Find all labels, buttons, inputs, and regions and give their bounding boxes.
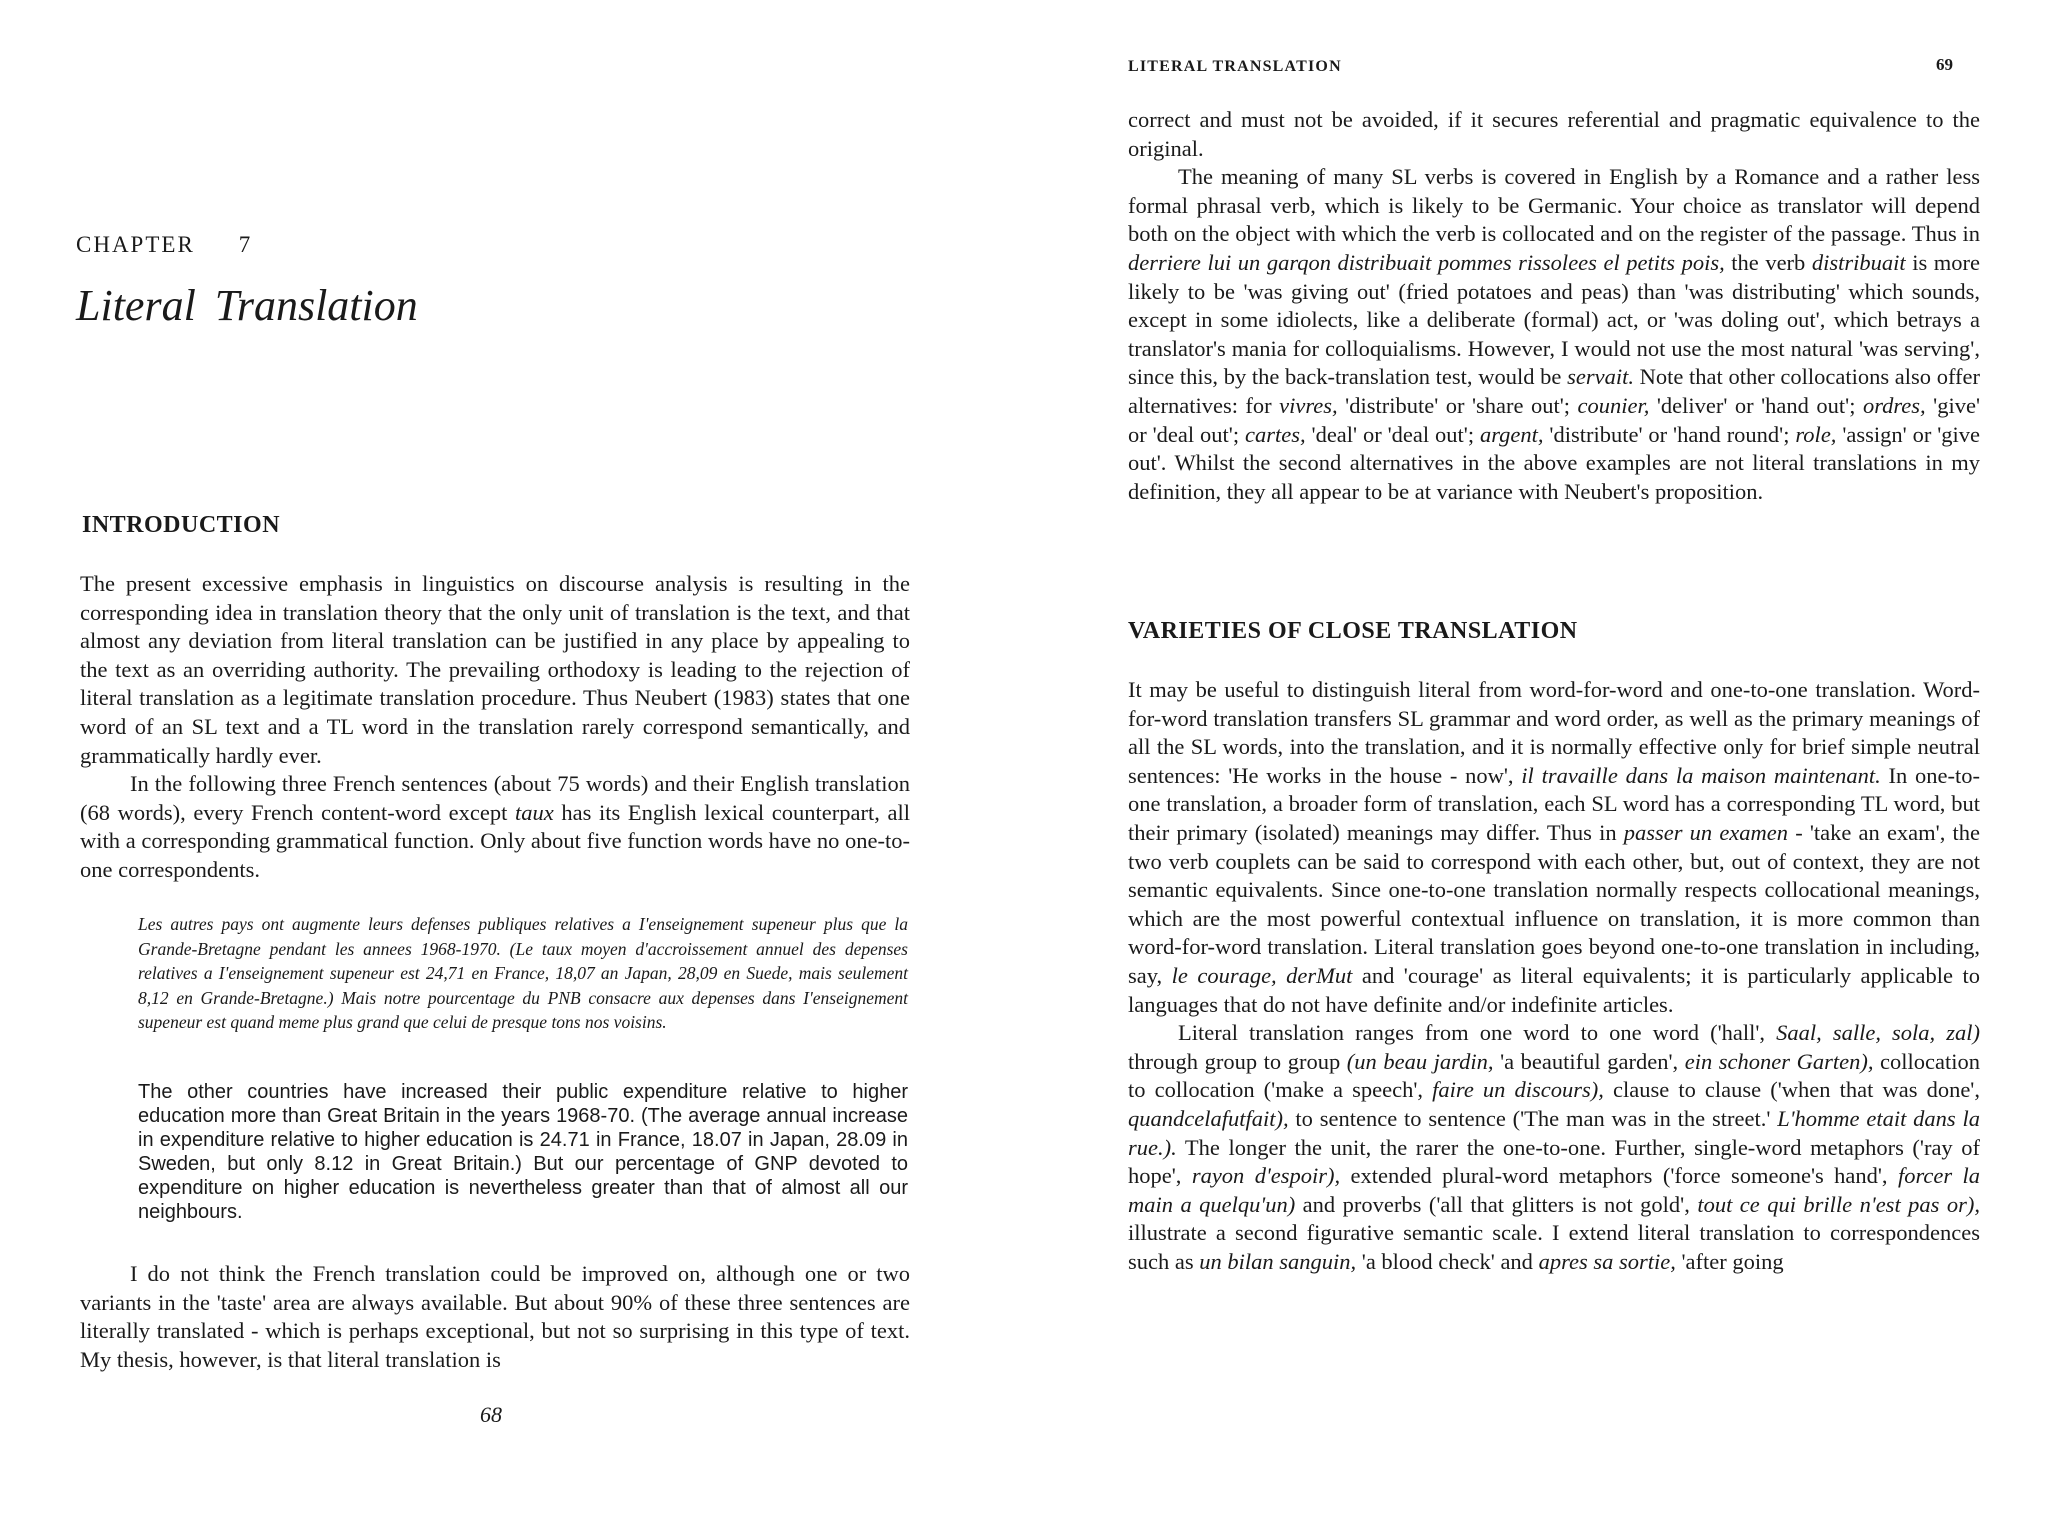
text-run: Note that other collocations also offer alternatives: for (1128, 364, 1980, 418)
text-run: 'assign' or 'give out'. Whilst the second alternatives in the above examples are not literal translations in my definition, they all appear to be at variance with Neubert's proposition. (1128, 421, 1980, 504)
paragraph-text: I do not think the French translation could be improved on, although one or two variants in the 'taste' area are always available. But about 90% of these three sentences are literally translated - which is perhaps exceptional, but not so surprising in this type of text. My thesis, however, is that literal translation is (80, 1261, 910, 1372)
text-run: 'deal' or 'deal out'; (1305, 421, 1480, 447)
text-run-italic: rayon d'espoir), (1191, 1163, 1341, 1189)
text-run-italic: forcer la main a quelqu'un) (1128, 1163, 1980, 1217)
text-run-italic: cartes, (1245, 421, 1306, 447)
text-run-italic: il travaille dans la maison maintenant. (1521, 762, 1881, 788)
text-run-italic: apres sa sortie, (1538, 1248, 1676, 1274)
block-quote-french: Les autres pays ont augmente leurs defenses publiques relatives a I'enseignement supeneur plus que la Grande-Bretagne pendant les annees 1968-1970. (Le taux moyen d'accroissement annuel des depenses relatives a I'enseignement supeneur est 24,71 en France, 18,07 an Japan, 28,09 en Suede, mais seulement 8,12 en Grande-Bretagne.) Mais notre pourcentage du PNB consacre aux depenses dans I'enseignement supeneur est quand meme plus grand que celui de presque tons nos voisins. (138, 914, 908, 1032)
text-run-italic: tout ce qui brille n'est pas or), (1697, 1191, 1980, 1217)
paragraph (80, 1260, 910, 1374)
section-heading-varieties: VARIETIES OF CLOSE TRANSLATION (1128, 618, 1578, 644)
text-run-italic: servait. (1567, 364, 1634, 390)
paragraph: correct and must not be avoided, if it secures referential and pragmatic equivalence to the original. (1128, 107, 1980, 161)
text-run: 'a beautiful garden', (1493, 1048, 1685, 1074)
text-run-italic: (un beau jardin, (1346, 1048, 1494, 1074)
text-run: 'distribute' or 'hand round'; (1543, 421, 1796, 447)
text-run-italic: le courage, derMut (1171, 962, 1353, 988)
paragraph (80, 770, 910, 884)
text-run: Literal translation ranges from one word to one word ('hall', (1178, 1020, 1777, 1046)
text-run: In the following three French sentences (about 75 words) and their English translation (68 words), every French content-word except (80, 771, 910, 825)
text-run-italic: derriere lui un garqon distribuait pommes rissolees el petits pois, (1128, 249, 1725, 275)
page-number-left: 68 (480, 1402, 502, 1427)
text-run-italic: ein schoner Garten), (1684, 1048, 1874, 1074)
chapter-number: 7 (238, 232, 253, 257)
chapter-word: CHAPTER (76, 232, 195, 257)
text-run: has its English lexical counterpart, all with a corresponding grammatical function. Only about five function words have no one-to-one correspondents. (80, 799, 910, 882)
text-run-italic: taux (514, 799, 554, 825)
page-number-right: 69 (1936, 55, 1953, 74)
text-run: and 'courage' as literal equivalents; it is particularly applicable to languages that do not have definite and/or indefinite articles. (1128, 962, 1980, 1017)
text-run-italic: distribuait (1811, 249, 1906, 275)
text-run-italic: counier, (1577, 392, 1650, 418)
text-run: 'deliver' or 'hand out'; (1649, 392, 1863, 418)
text-run-italic: ordres, (1862, 392, 1926, 418)
text-run-italic: vivres, (1279, 392, 1338, 418)
paragraph: The present excessive emphasis in linguistics on discourse analysis is resulting in the corresponding idea in translation theory that the only unit of translation is the text, and that almost any deviation from literal translation can be justified in any place by appealing to the text as an overriding authority. The prevailing orthodoxy is leading to the rejection of literal translation as a legitimate translation procedure. Thus Neubert (1983) states that one word of an SL text and a TL word in the translation rarely correspond semantically, and grammatically hardly ever. (80, 571, 910, 768)
text-run-italic: faire un discours), (1432, 1077, 1604, 1103)
text-run-italic: L'homme etait dans la rue.). (1128, 1105, 1980, 1160)
text-run: to sentence to sentence ('The man was in the street.' (1288, 1105, 1778, 1131)
section-heading-introduction: INTRODUCTION (82, 512, 281, 538)
text-run-italic: passer un examen (1623, 819, 1789, 845)
chapter-title: Literal Translation (76, 281, 418, 330)
text-run: The longer the unit, the rarer the one-to-one. Further, single-word metaphors ('ray of hope', (1128, 1134, 1980, 1189)
paragraph (1128, 1019, 1980, 1276)
text-run: In one-to-one translation, a broader form of translation, each SL word has a corresponding TL word, but their primary (isolated) meanings may differ. Thus in (1128, 762, 1980, 845)
text-run: 'after going (1675, 1248, 1784, 1274)
text-run-italic: role, (1795, 421, 1837, 447)
running-head: LITERAL TRANSLATION (1128, 58, 1342, 75)
continuation-body (1128, 106, 1980, 506)
text-run: is more likely to be 'was giving out' (fried potatoes and peas) than 'was distributing' which sounds, except in some idiolects, like a deliberate (formal) act, or 'was doling out', which betrays a translator's mania for colloquialisms. However, I would not use the most natural 'was serving', since this, by the back-translation test, would be (1128, 249, 1980, 390)
text-run: the verb (1724, 249, 1812, 275)
text-run: - 'take an exam', the two verb couplets can be said to correspond with each other, but, out of context, they are not semantic equivalents. Since one-to-one translation normally respects collocational meanings, which are the most powerful contextual influence on translation, it is more common than word-for-word translation. Literal translation goes beyond one-to-one translation in including, say, (1128, 819, 1980, 988)
text-run: clause to clause ('when that was done', (1603, 1077, 1980, 1103)
text-run-italic: argent, (1479, 421, 1544, 447)
text-run-italic: quandcelafutfait), (1128, 1105, 1289, 1131)
text-run: and proverbs ('all that glitters is not gold', (1295, 1191, 1698, 1217)
right-page (1020, 0, 2048, 1514)
intro-body (80, 570, 910, 885)
text-run: 'give' or 'deal out'; (1128, 392, 1980, 447)
paragraph (1128, 676, 1980, 1019)
text-run: It may be useful to distinguish literal from word-for-word and one-to-one translation. Word-for-word translation transfers SL grammar and word order, as well as the primary meanings of all the SL words, into the translation, and it is normally effective only for brief simple neutral sentences: 'He works in the house - now', (1128, 677, 1980, 788)
text-run: The meaning of many SL verbs is covered in English by a Romance and a rather less formal phrasal verb, which is likely to be Germanic. Your choice as translator will depend both on the object with which the verb is collocated and on the register of the passage. Thus in (1128, 164, 1980, 247)
text-run-italic: Saal, salle, sola, zal) (1776, 1020, 1980, 1046)
text-run: 'a blood check' and (1356, 1248, 1539, 1274)
text-run: extended plural-word metaphors ('force someone's hand', (1340, 1163, 1898, 1189)
text-run: through group to group (1128, 1048, 1347, 1074)
text-run: 'distribute' or 'share out'; (1337, 392, 1578, 418)
paragraph (1128, 163, 1980, 506)
text-run: collocation to collocation ('make a speech', (1128, 1048, 1980, 1103)
chapter-label (76, 232, 252, 258)
left-page (0, 0, 1020, 1514)
text-run-italic: un bilan sanguin, (1199, 1248, 1357, 1274)
block-quote-english: The other countries have increased their public expenditure relative to higher education more than Great Britain in the years 1968-70. (The average annual increase in expenditure relative to higher education is 24.71 in France, 18.07 in Japan, 28.09 in Sweden, but only 8.12 in Great Britain.) But our percentage of GNP devoted to expenditure on higher education is nevertheless greater than that of almost all our neighbours. (138, 1081, 908, 1223)
varieties-body (1128, 676, 1980, 1276)
text-run: illustrate a second figurative semantic scale. I extend literal translation to correspondences such as (1128, 1220, 1980, 1274)
